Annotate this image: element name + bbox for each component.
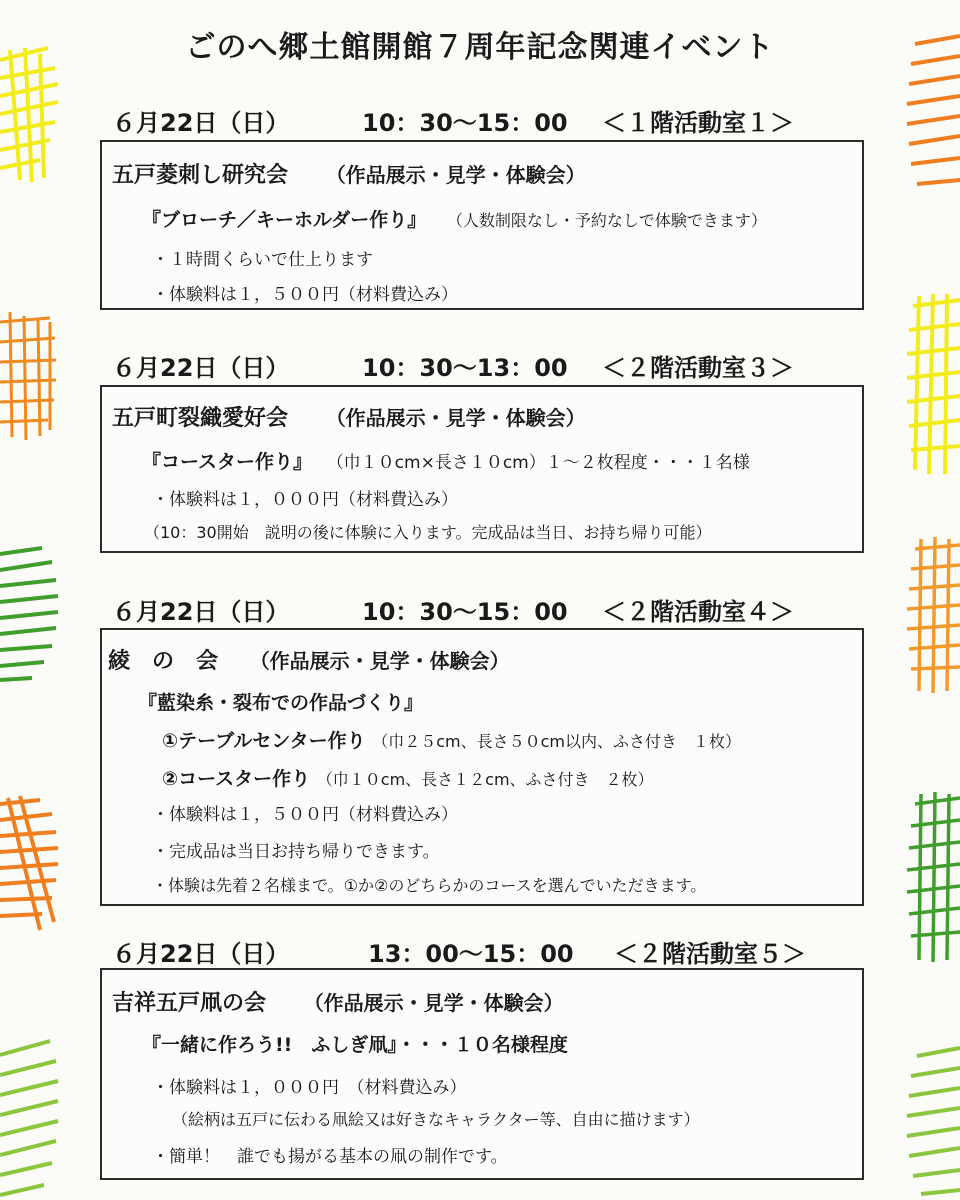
event-time: 10：30〜15：00 [362, 598, 568, 626]
group-name: 五戸町裂織愛好会 [112, 406, 289, 431]
event-3-schedule [112, 592, 794, 627]
event-4-box [100, 968, 864, 1180]
event-option [162, 726, 741, 753]
event-detail: ・体験料は１，５００円（材料費込み） [152, 805, 458, 825]
decoration-lime-scribble-right [905, 1040, 960, 1200]
event-detail: ・体験は先着２名様まで。①か②のどちらかのコースを選んでいただきます。 [152, 876, 707, 895]
decoration-green-grid-right [905, 790, 960, 965]
event-detail: ・体験料は１，５００円（材料費込み） [152, 285, 458, 305]
event-2-schedule [112, 348, 794, 383]
event-room: ＜２階活動室５＞ [614, 940, 806, 968]
decoration-green-scribble-left [0, 540, 60, 690]
group-name: 綾 の 会 [108, 649, 219, 674]
event-detail: ・体験料は１，０００円（材料費込み） [152, 490, 458, 510]
decoration-orange-grid-left [0, 312, 60, 442]
event-time: 10：30〜15：00 [362, 109, 568, 137]
group-note: （作品展示・見学・体験会） [325, 406, 586, 430]
decoration-yellow-grid-right [905, 290, 960, 480]
event-1-box [100, 140, 864, 310]
event-room: ＜２階活動室３＞ [602, 354, 794, 382]
group-note: （作品展示・見学・体験会） [325, 163, 586, 187]
event-detail: （絵柄は五戸に伝わる凧絵又は好きなキャラクター等、自由に描けます） [172, 1110, 700, 1129]
event-activity [142, 205, 767, 232]
group-note: （作品展示・見学・体験会） [249, 649, 510, 673]
event-group [112, 401, 586, 432]
event-room: ＜１階活動室１＞ [602, 109, 794, 137]
group-name: 五戸菱刺し研究会 [112, 163, 289, 188]
event-group [112, 986, 564, 1017]
option-label: ②コースター作り [162, 768, 311, 790]
activity-title: 『コースター作り』 [142, 451, 313, 473]
activity-title: 『ブローチ／キーホルダー作り』 [142, 209, 427, 231]
event-detail: ・簡単！ 誰でも揚がる基本の凧の制作です。 [152, 1147, 508, 1167]
decoration-lime-scribble-left [0, 1035, 60, 1200]
event-detail: ・完成品は当日お持ち帰りできます。 [152, 842, 440, 862]
option-note: （巾２５cm、長さ５０cm以内、ふさ付き １枚） [372, 732, 742, 751]
event-detail: ・１時間くらいで仕上ります [152, 250, 373, 270]
event-time: 13：00〜15：00 [368, 940, 574, 968]
activity-note: （巾１０cm×長さ１０cm）１〜２枚程度・・・１名様 [326, 453, 750, 473]
event-group [108, 644, 510, 675]
event-date: ６月22日（日） [112, 109, 290, 137]
option-note: （巾１０cm、長さ１２cm、ふさ付き ２枚） [316, 770, 654, 789]
event-activity: 『藍染糸・裂布での作品づくり』 [138, 692, 424, 714]
event-time: 10：30〜13：00 [362, 354, 568, 382]
activity-note: （人数制限なし・予約なしで体験できます） [446, 211, 767, 230]
decoration-orange-scribble-left [0, 790, 60, 940]
event-detail: ・体験料は１，０００円 （材料費込み） [152, 1078, 467, 1098]
event-room: ＜２階活動室４＞ [602, 598, 794, 626]
event-activity: 『一緒に作ろう!! ふしぎ凧』・・・１０名様程度 [142, 1034, 568, 1056]
event-activity [142, 447, 750, 474]
event-date: ６月22日（日） [112, 940, 290, 968]
event-4-schedule [112, 934, 806, 969]
option-label: ①テーブルセンター作り [162, 730, 366, 752]
group-name: 吉祥五戸凧の会 [112, 991, 267, 1016]
group-note: （作品展示・見学・体験会） [303, 991, 564, 1015]
event-2-box [100, 385, 864, 553]
page-title: ごのへ郷土館開館７周年記念関連イベント [185, 30, 775, 65]
event-1-schedule [112, 103, 794, 138]
event-option [162, 764, 654, 791]
event-3-box [100, 628, 864, 906]
event-group [112, 158, 586, 189]
event-date: ６月22日（日） [112, 354, 290, 382]
event-detail: （10：30開始 説明の後に体験に入ります。完成品は当日、お持ち帰り可能） [144, 523, 712, 542]
event-date: ６月22日（日） [112, 598, 290, 626]
decoration-orange-grid-right [905, 535, 960, 695]
